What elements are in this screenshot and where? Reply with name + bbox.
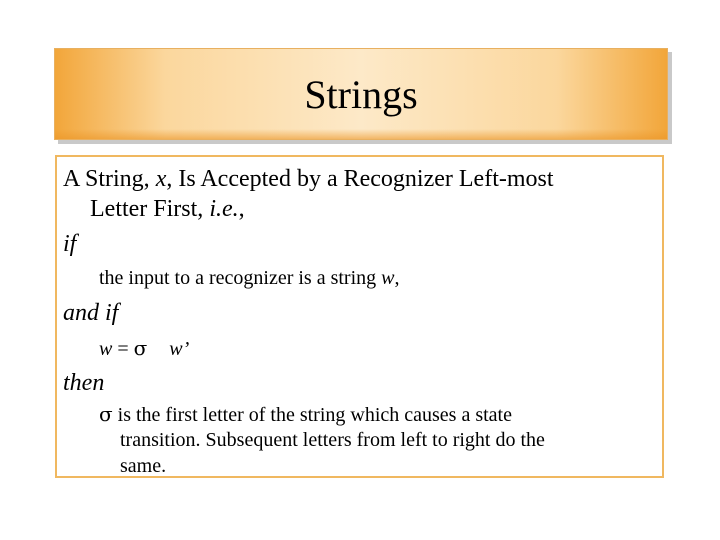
heading-ie: i.e.: [209, 196, 239, 222]
and-if-label: [63, 299, 118, 327]
if-condition-text-b: ,: [394, 267, 400, 289]
then-line-2: transition. Subsequent letters from left to right do the: [120, 429, 545, 451]
equation-rhs: w’: [169, 338, 190, 360]
equation: [99, 335, 189, 362]
equation-eq: =: [112, 338, 134, 360]
equation-lhs: w: [99, 338, 113, 360]
then-label: [63, 369, 104, 397]
slide-title: Strings: [304, 72, 418, 117]
if-condition-var: w: [381, 267, 395, 289]
if-label-text: if: [63, 231, 77, 257]
heading-line-2: [90, 195, 245, 223]
then-line-1: [99, 401, 512, 428]
if-condition-text-a: the input to a recognizer is a string: [99, 267, 382, 289]
then-label-text: then: [63, 370, 105, 396]
if-condition: [99, 265, 399, 291]
if-label: [63, 230, 76, 258]
equation-sigma: σ: [133, 336, 148, 360]
then-sigma: σ: [99, 402, 113, 426]
title-banner: [54, 48, 668, 140]
then-line-3: same.: [120, 455, 167, 477]
heading-line-1: [63, 165, 554, 193]
and-if-label-text: and if: [63, 300, 119, 326]
heading-text-1b: , Is Accepted by a Recognizer Left-most: [166, 166, 554, 192]
content-box: [55, 155, 664, 478]
heading-text-1a: A String,: [63, 166, 156, 192]
heading-text-2b: ,: [238, 196, 245, 222]
then-text-1: is the first letter of the string which causes a state: [112, 404, 512, 426]
heading-var-x: x: [155, 166, 167, 192]
heading-text-2a: Letter First,: [90, 196, 210, 222]
